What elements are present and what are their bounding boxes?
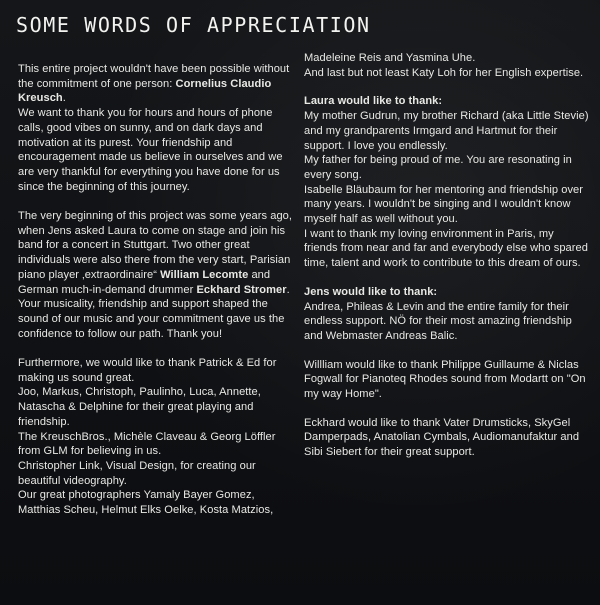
laura-father: My father for being proud of me. You are resonating in every song. <box>304 154 572 181</box>
furthermore-line-3: The KreuschBros., Michèle Claveau & Georg Löffler from GLM for believing in us. <box>18 430 276 458</box>
intro-text: This entire project wouldn't have been possible without the commitment of one person: <box>18 63 290 90</box>
jens-heading: Jens would like to thank: <box>304 285 438 298</box>
laura-paris: I want to thank my loving environment in Paris, my friends from near and far and everybody else who spared time, talent and work to contribute to this dream of ours. <box>304 227 588 270</box>
cornelius-name: Cornelius Claudio Kreusch <box>18 77 272 105</box>
thanks-cornelius-paragraph: We want to thank you for hours and hours of phone calls, good vibes on sunny, and on dark days and motivation at its purest. Your friendship and encouragement made us believe in ourselves and we are very thankful for everything you have done for us since the beginning of this journey. <box>18 107 283 193</box>
laura-heading: Laura would like to thank: <box>304 95 443 108</box>
furthermore-block <box>18 356 298 518</box>
intro-paragraph <box>18 62 298 106</box>
page-title: SOME WORDS OF APPRECIATION <box>16 13 371 37</box>
beginning-text: The very beginning of this project was some years ago, when Jens asked Laura to come on stage and join his band for a concert in Stuttgart. Two other great individuals were also there from the very start, Parisian piano player ‚extraordinaire“ <box>18 210 293 281</box>
beginning-end: . Your musicality, friendship and support shaped the sound of our music and your commitment gave us the confidence to follow our path. Thank you! <box>18 283 290 340</box>
laura-isabelle: Isabelle Bläubaum for her mentoring and friendship over many years. I wouldn't be singing and I wouldn't know myself half as well without you. <box>304 183 584 226</box>
furthermore-line-1: Furthermore, we would like to thank Patrick & Ed for making us sound great. <box>18 357 277 384</box>
photographers-continued: Madeleine Reis and Yasmina Uhe. <box>304 52 476 64</box>
furthermore-line-5: Our great photographers Yamaly Bayer Gomez, Matthias Scheu, Helmut Elks Oelke, Kosta Matzios, <box>18 489 274 517</box>
left-column <box>18 62 298 518</box>
furthermore-line-2: Joo, Markus, Christoph, Paulinho, Luca, Annette, Natascha & Delphine for their great playing and friendship. <box>18 386 261 428</box>
right-column <box>304 51 590 460</box>
william-name: William Lecomte <box>160 268 249 281</box>
beginning-paragraph <box>18 209 298 341</box>
beginning-middle: and German much-in-demand drummer <box>18 268 271 296</box>
furthermore-line-4: Christopher Link, Visual Design, for creating our beautiful videography. <box>18 459 256 487</box>
william-thanks: Willliam would like to thank Philippe Guillaume & Niclas Fogwall for Pianoteq Rhodes sound from Modartt on "On my way Home". <box>304 358 586 401</box>
eckhard-name: Eckhard Stromer <box>196 283 287 296</box>
laura-family: My mother Gudrun, my brother Richard (aka Little Stevie) and my grandparents Irmgard and Hartmut for their support. I love you endlessly. <box>304 110 589 152</box>
eckhard-thanks: Eckhard would like to thank Vater Drumsticks, SkyGel Damperpads, Anatolian Cymbals, Audiomanufaktur and Sibi Siebert for their great support. <box>304 416 580 459</box>
english-expertise: And last but not least Katy Loh for her English expertise. <box>304 66 584 79</box>
jens-family: Andrea, Phileas & Levin and the entire family for their endless support. NÖ for their most amazing friendship and Webmaster Andreas Balic. <box>304 300 572 342</box>
intro-end: . <box>62 92 66 105</box>
